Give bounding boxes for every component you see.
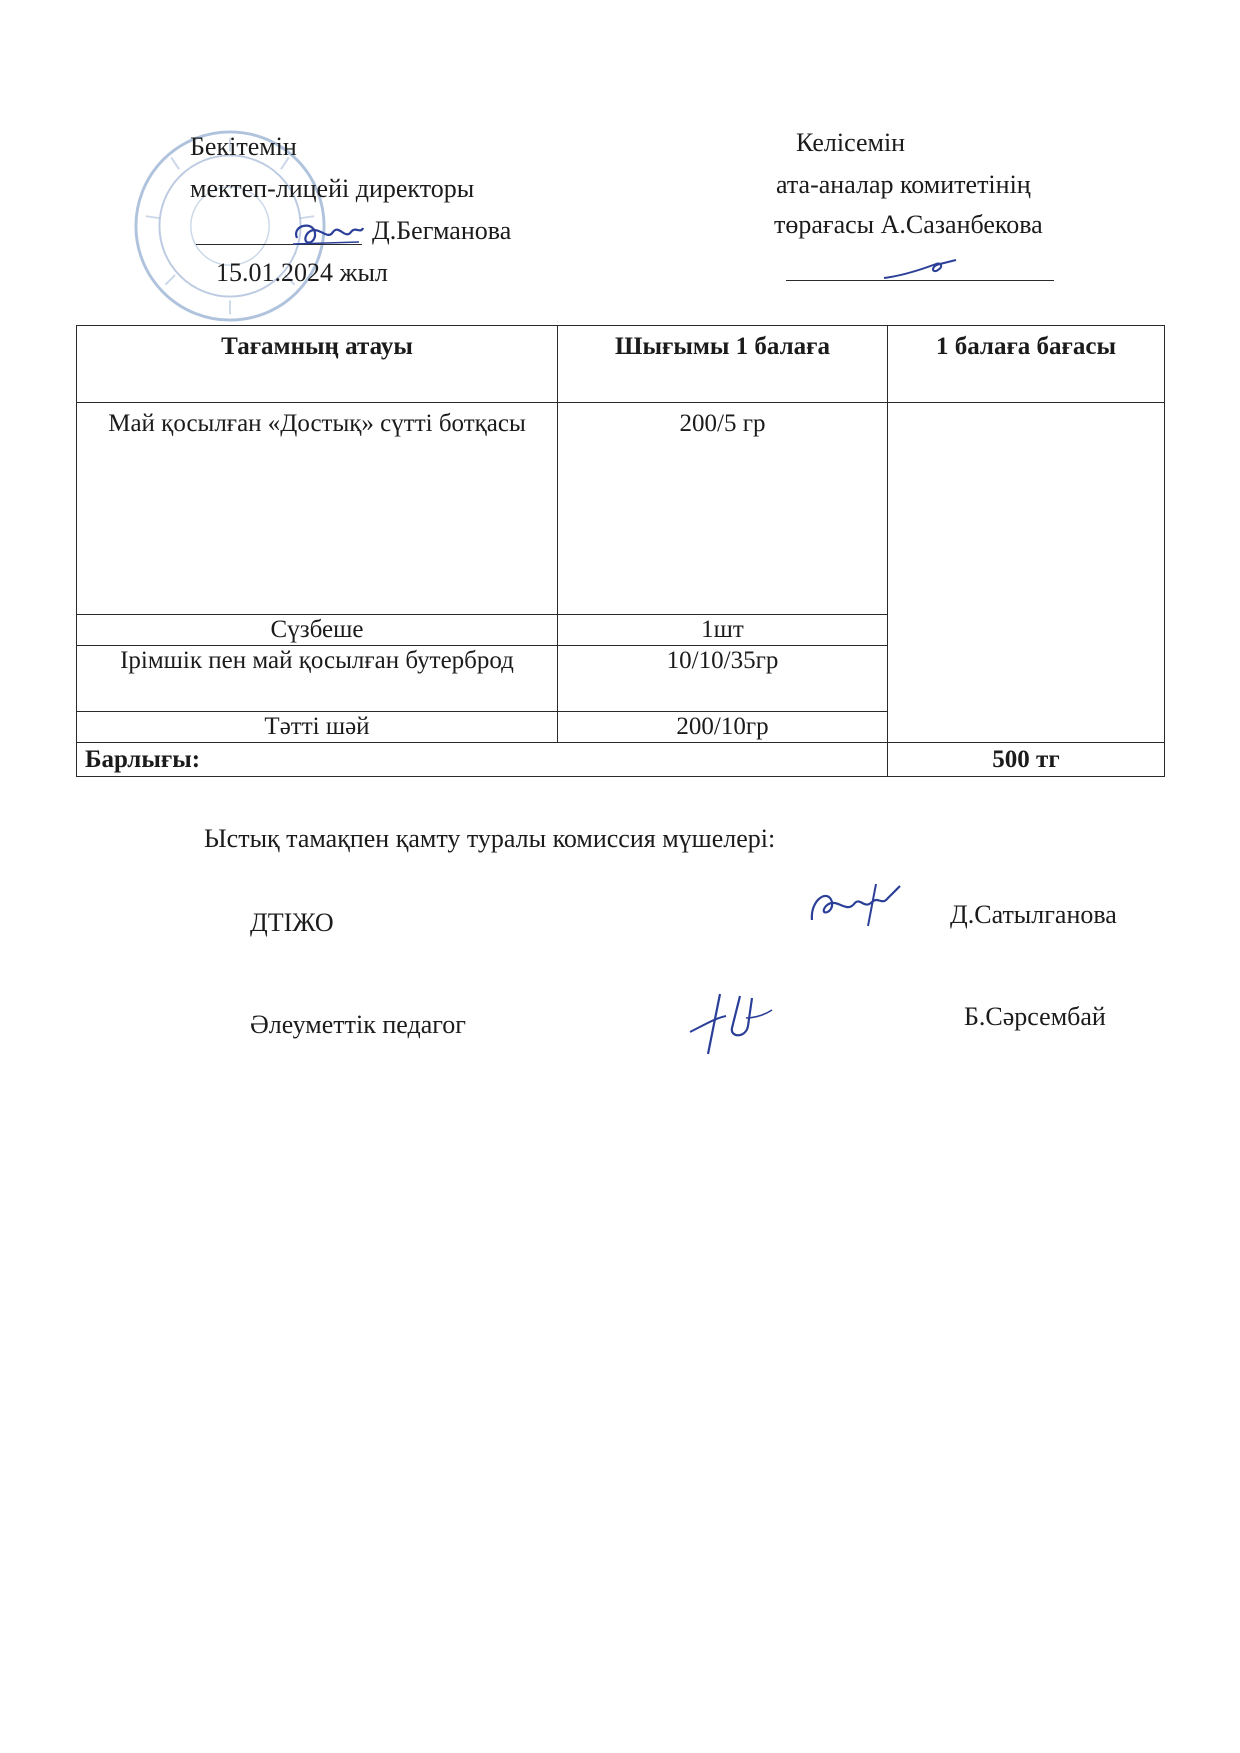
dish-name: Тәтті шәй bbox=[77, 712, 558, 743]
director-signature bbox=[286, 214, 368, 254]
header-price: 1 балаға бағасы bbox=[888, 326, 1165, 403]
member-name: Д.Сатылганова bbox=[950, 900, 1117, 929]
price-cell bbox=[888, 403, 1165, 743]
dish-yield: 200/5 гр bbox=[558, 403, 888, 615]
dish-name: Май қосылған «Достық» сүтті ботқасы bbox=[77, 403, 558, 615]
commission-title: Ыстық тамақпен қамту туралы комиссия мүшелері: bbox=[204, 824, 776, 853]
header-dish-name: Тағамның атауы bbox=[77, 326, 558, 403]
dish-yield: 10/10/35гр bbox=[558, 646, 888, 712]
agreement-title: Келісемін bbox=[796, 128, 906, 157]
header-yield: Шығымы 1 балаға bbox=[558, 326, 888, 403]
approval-position: мектеп-лицейі директоры bbox=[190, 174, 475, 203]
total-label: Барлығы: bbox=[77, 743, 888, 777]
table-total-row bbox=[77, 743, 1165, 777]
approval-name: Д.Бегманова bbox=[372, 216, 512, 245]
approval-title: Бекітемін bbox=[190, 132, 297, 161]
member-role: Әлеуметтік педагог bbox=[250, 1010, 466, 1039]
table-header-row bbox=[77, 326, 1165, 403]
member-signature bbox=[806, 880, 906, 930]
dish-name: Ірімшік пен май қосылған бутерброд bbox=[77, 646, 558, 712]
member-role: ДТІЖО bbox=[250, 908, 334, 937]
dish-name: Сүзбеше bbox=[77, 615, 558, 646]
menu-table bbox=[76, 325, 1165, 777]
dish-yield: 1шт bbox=[558, 615, 888, 646]
total-value: 500 тг bbox=[888, 743, 1165, 777]
agreement-position: ата-аналар комитетінің bbox=[776, 170, 1031, 199]
dish-yield: 200/10гр bbox=[558, 712, 888, 743]
member-signature bbox=[686, 988, 776, 1058]
approval-date: 15.01.2024 жыл bbox=[216, 258, 388, 287]
table-row bbox=[77, 403, 1165, 615]
member-name: Б.Сәрсембай bbox=[964, 1002, 1106, 1031]
committee-signature bbox=[880, 256, 960, 286]
agreement-name: төрағасы А.Сазанбекова bbox=[774, 210, 1043, 239]
